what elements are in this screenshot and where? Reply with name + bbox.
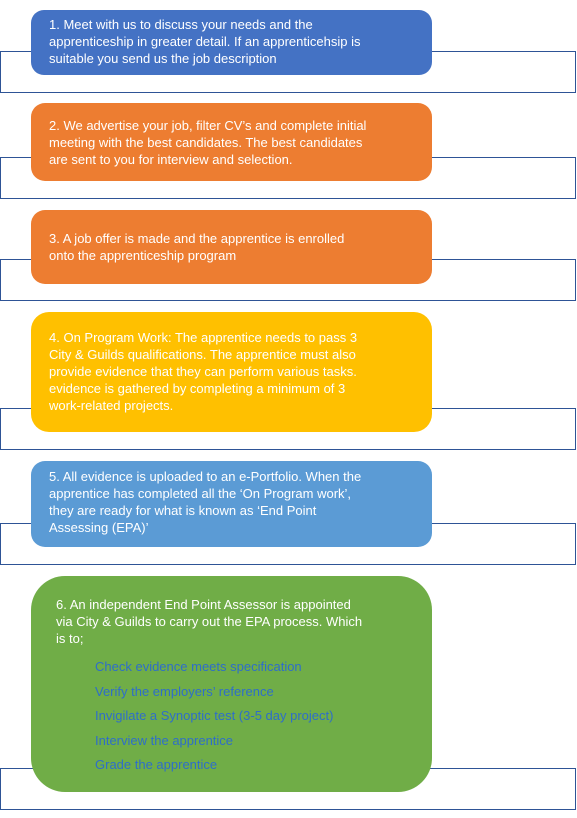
step-3-line: 3. A job offer is made and the apprentice is enrolled bbox=[49, 231, 345, 246]
epa-task-list bbox=[95, 655, 422, 778]
epa-task-item: Invigilate a Synoptic test (3-5 day project) bbox=[95, 708, 334, 723]
step-5-line: Assessing (EPA)’ bbox=[49, 520, 149, 535]
step-1-line: apprenticeship in greater detail. If an apprenticehsip is bbox=[49, 34, 361, 49]
step-2-line: meeting with the best candidates. The best candidates bbox=[49, 135, 363, 150]
step-5-box bbox=[31, 461, 432, 547]
step-4-line: 4. On Program Work: The apprentice needs to pass 3 bbox=[49, 330, 358, 345]
step-4-line: City & Guilds qualifications. The apprentice must also bbox=[49, 347, 356, 362]
step-2-line: are sent to you for interview and selection. bbox=[49, 152, 293, 167]
step-1-box bbox=[31, 10, 432, 75]
step-5-line: apprentice has completed all the ‘On Program work’, bbox=[49, 486, 352, 501]
epa-task-item: Grade the apprentice bbox=[95, 757, 218, 772]
epa-task-item: Verify the employers’ reference bbox=[95, 683, 274, 699]
step-1-line: suitable you send us the job description bbox=[49, 51, 277, 66]
step-5-line: they are ready for what is known as ‘End Point bbox=[49, 503, 317, 518]
step-3-line: onto the apprenticeship program bbox=[49, 248, 237, 263]
step-6-line: via City & Guilds to carry out the EPA process. Which bbox=[56, 614, 363, 629]
step-6-line: is to; bbox=[56, 631, 84, 646]
step-3-box bbox=[31, 210, 432, 284]
step-5-line: 5. All evidence is uploaded to an e-Portfolio. When the bbox=[49, 469, 362, 484]
epa-task-item: Interview the apprentice bbox=[95, 732, 234, 748]
step-4-box bbox=[31, 312, 432, 432]
epa-task-item: Check evidence meets specification bbox=[95, 659, 302, 674]
step-6-line: 6. An independent End Point Assessor is appointed bbox=[56, 597, 351, 612]
step-2-line: 2. We advertise your job, filter CV’s and complete initial bbox=[49, 118, 367, 133]
step-6-box bbox=[31, 576, 432, 792]
step-4-line: provide evidence that they can perform various tasks. bbox=[49, 364, 357, 379]
step-4-line: evidence is gathered by completing a minimum of 3 bbox=[49, 381, 346, 396]
step-2-box bbox=[31, 103, 432, 181]
step-1-line: 1. Meet with us to discuss your needs and the bbox=[49, 17, 313, 32]
step-4-line: work-related projects. bbox=[49, 398, 174, 413]
